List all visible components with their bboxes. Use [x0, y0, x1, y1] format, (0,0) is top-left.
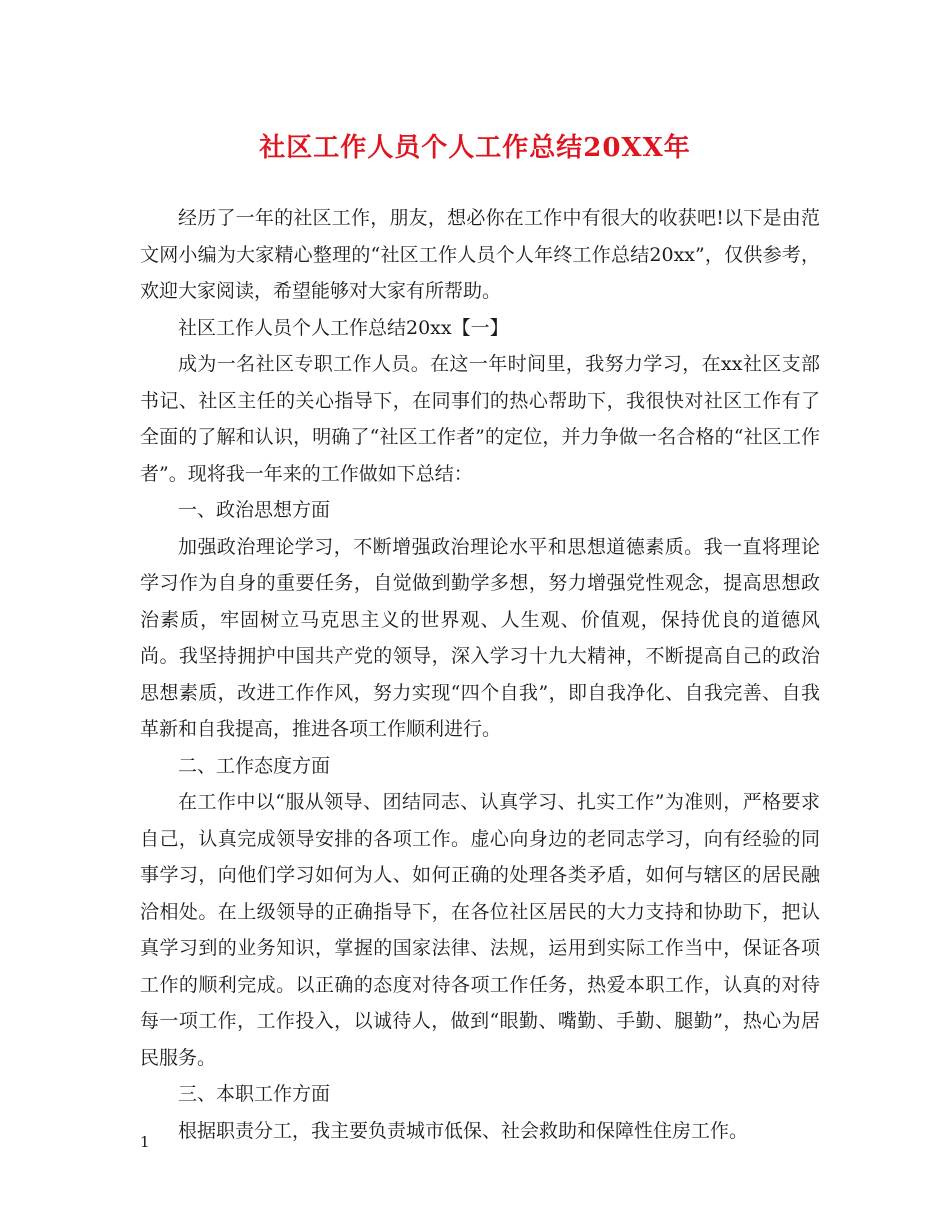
page-number: 1	[140, 1133, 150, 1151]
section-heading-political: 一、政治思想方面	[178, 499, 331, 521]
section-heading-duties: 三、本职工作方面	[178, 1083, 331, 1105]
document-body	[140, 200, 820, 1149]
paragraph-political: 加强政治理论学习，不断增强政治理论水平和思想道德素质。我一直将理论学习作为自身的重要任务，自觉做到勤学多想，努力增强党性观念，提高思想政治素质，牢固树立马克思主义的世界观、人生观、价值观，保持优良的道德风尚。我坚持拥护中国共产党的领导，深入学习十九大精神，不断提高自己的政治思想素质，改进工作作风，努力实现“四个自我”，即自我净化、自我完善、自我革新和自我提高，推进各项工作顺利进行。	[140, 535, 820, 740]
section-heading-part-one: 社区工作人员个人工作总结20xx【一】	[178, 316, 509, 339]
paragraph-duties: 根据职责分工，我主要负责城市低保、社会救助和保障性住房工作。	[178, 1119, 749, 1142]
document-title: 社区工作人员个人工作总结20XX年	[259, 133, 691, 163]
paragraph-attitude: 在工作中以“服从领导、团结同志、认真学习、扎实工作”为准则，严格要求自己，认真完成领导安排的各项工作。虚心向身边的老同志学习，向有经验的同事学习，向他们学习如何为人、如何正确的处理各类矛盾，如何与辖区的居民融洽相处。在上级领导的正确指导下，在各位社区居民的大力支持和协助下，把认真学习到的业务知识，掌握的国家法律、法规，运用到实际工作当中，保证各项工作的顺利完成。以正确的态度对待各项工作任务，热爱本职工作，认真的对待每一项工作，工作投入，以诚待人，做到“眼勤、嘴勤、手勤、腿勤”，热心为居民服务。	[140, 791, 820, 1069]
section-heading-attitude: 二、工作态度方面	[178, 754, 331, 777]
paragraph-intro: 经历了一年的社区工作，朋友，想必你在工作中有很大的收获吧!以下是由范文网小编为大家精心整理的“社区工作人员个人年终工作总结20xx”，仅供参考，欢迎大家阅读，希望能够对大家有所帮助。	[140, 207, 820, 302]
paragraph-overview: 成为一名社区专职工作人员。在这一年时间里，我努力学习，在xx社区支部书记、社区主任的关心指导下，在同事们的热心帮助下，我很快对社区工作有了全面的了解和认识，明确了“社区工作者”的定位，并力争做一名合格的“社区工作者”。现将我一年来的工作做如下总结：	[140, 353, 820, 485]
